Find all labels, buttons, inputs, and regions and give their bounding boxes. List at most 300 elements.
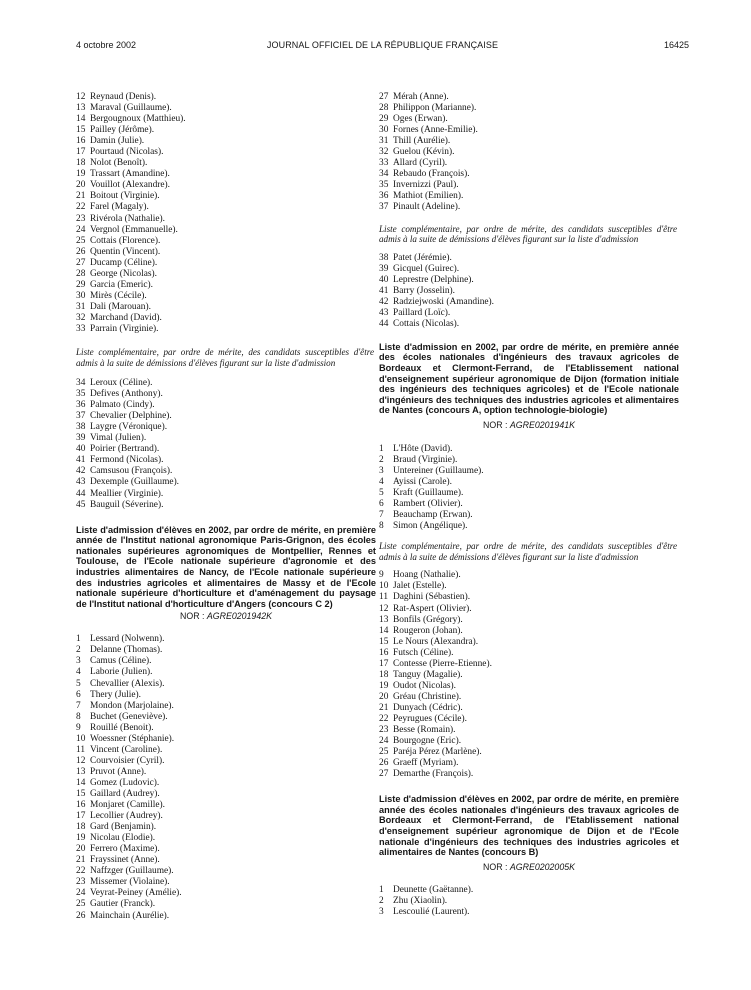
rank-number: 14 (379, 625, 389, 636)
rank-number: 7 (76, 700, 81, 711)
rank-number: 42 (379, 296, 389, 307)
candidate-name: Missemer (Violaine). (90, 877, 170, 888)
admission-list-concours-b (379, 885, 679, 918)
list-item (379, 286, 679, 297)
rank-number: 20 (76, 180, 86, 191)
list-item (76, 756, 376, 767)
rank-number: 29 (379, 114, 389, 125)
candidate-name: Defives (Anthony). (90, 389, 163, 400)
list-item (379, 725, 679, 736)
rank-number: 3 (379, 466, 384, 477)
candidate-name: Buchet (Geneviève). (90, 711, 168, 722)
candidate-name: Contesse (Pierre-Etienne). (393, 658, 492, 669)
candidate-name: Delanne (Thomas). (90, 645, 163, 656)
nor-reference (379, 862, 679, 872)
list-item (76, 712, 376, 723)
page-number: 16425 (663, 40, 689, 50)
rank-number: 9 (76, 722, 81, 733)
list-item (379, 681, 679, 692)
candidate-name: Camus (Céline). (90, 656, 152, 667)
list-item (379, 444, 679, 455)
candidate-name: Gard (Benjamin). (90, 822, 157, 833)
candidate-name: Cottais (Nicolas). (393, 318, 460, 329)
candidate-name: Philippon (Marianne). (393, 103, 477, 114)
rank-number: 28 (379, 103, 389, 114)
rank-number: 17 (76, 811, 86, 822)
list-item (379, 202, 679, 213)
candidate-name: Paillard (Loïc). (393, 307, 451, 318)
rank-number: 2 (379, 895, 384, 906)
candidate-name: Zhu (Xiaolin). (393, 895, 448, 906)
list-item (379, 191, 679, 202)
list-item (379, 581, 679, 592)
candidate-name: Nicolau (Elodie). (90, 833, 156, 844)
list-item (379, 466, 679, 477)
candidate-name: Rat-Aspert (Olivier). (393, 603, 472, 614)
list-item (76, 899, 376, 910)
candidate-name: Deunette (Gaëtanne). (393, 884, 474, 895)
ranking-list (76, 92, 376, 335)
list-item (76, 877, 376, 888)
rank-number: 20 (379, 691, 389, 702)
complementary-list-note: Liste complémentaire, par ordre de mérite, des candidats susceptibles d'être admis à la suite de démissions d'élèves figurant sur la liste d'admission (76, 347, 374, 368)
candidate-name: Ferrero (Maxime). (90, 844, 160, 855)
rank-number: 12 (76, 755, 86, 766)
list-item (76, 313, 376, 324)
list-item (76, 269, 376, 280)
rank-number: 31 (76, 301, 86, 312)
list-item (76, 302, 376, 313)
candidate-name: Le Nours (Alexandra). (393, 636, 479, 647)
rank-number: 15 (76, 789, 86, 799)
rank-number: 44 (76, 488, 86, 499)
list-item (76, 734, 376, 745)
list-item (379, 670, 679, 681)
rank-number: 40 (379, 274, 389, 285)
nor-label: NOR : (483, 861, 508, 872)
ranking-list-continued (379, 92, 679, 214)
list-item (76, 280, 376, 291)
list-item (76, 656, 376, 667)
list-item (76, 291, 376, 302)
rank-number: 43 (379, 307, 389, 318)
rank-number: 2 (76, 645, 81, 656)
rank-number: 39 (379, 263, 389, 274)
rank-number: 30 (76, 290, 86, 301)
rank-number: 41 (76, 455, 86, 466)
list-item (379, 907, 679, 918)
rank-number: 38 (76, 422, 86, 433)
candidate-name: Leprestre (Delphine). (393, 274, 474, 285)
list-item (379, 592, 679, 603)
candidate-name: Bonfils (Grégory). (393, 614, 463, 625)
rank-number: 25 (76, 235, 86, 246)
list-item (379, 659, 679, 670)
list-item (379, 488, 679, 499)
rank-number: 27 (379, 92, 389, 102)
nor-code: AGRE0202005K (509, 861, 575, 872)
rank-number: 25 (76, 899, 86, 910)
candidate-name: Mirès (Cécile). (90, 290, 147, 301)
list-item (379, 297, 679, 308)
nor-reference (76, 611, 376, 621)
list-item (379, 125, 679, 136)
list-item (76, 191, 376, 202)
candidate-name: Gautier (Franck). (90, 899, 156, 910)
rank-number: 27 (379, 769, 389, 780)
rank-number: 24 (76, 224, 86, 235)
candidate-name: Rougeron (Johan). (393, 625, 463, 636)
rank-number: 5 (379, 488, 384, 499)
candidate-name: Mathiot (Emilien). (393, 191, 464, 202)
candidate-name: Cottais (Florence). (90, 235, 161, 246)
candidate-name: Dexemple (Guillaume). (90, 477, 180, 488)
page-header (76, 40, 689, 52)
list-item (379, 477, 679, 488)
list-item (379, 264, 679, 275)
list-item (76, 679, 376, 690)
candidate-name: Ducamp (Céline). (90, 257, 158, 268)
candidate-name: Vergnol (Emmanuelle). (90, 224, 178, 235)
rank-number: 17 (379, 658, 389, 669)
rank-number: 35 (379, 180, 389, 191)
candidate-name: Rebaudo (François). (393, 169, 470, 180)
list-item (379, 180, 679, 191)
rank-number: 26 (76, 246, 86, 257)
list-item (76, 411, 376, 422)
list-item (76, 214, 376, 225)
candidate-name: Pinault (Adeline). (393, 202, 461, 213)
candidate-name: Vouillot (Alexandre). (90, 180, 171, 191)
candidate-name: Chevallier (Alexis). (90, 678, 165, 689)
candidate-name: Quentin (Vincent). (90, 246, 161, 257)
rank-number: 1 (76, 634, 81, 645)
rank-number: 21 (76, 855, 86, 866)
complementary-list-note: Liste complémentaire, par ordre de mérite, des candidats susceptibles d'être admis à la suite de démissions d'élèves figurant sur la liste d'admission (379, 541, 677, 562)
rank-number: 18 (379, 669, 389, 680)
nor-code: AGRE0201942K (206, 611, 272, 622)
rank-number: 28 (76, 268, 86, 279)
list-item (379, 169, 679, 180)
candidate-name: Laygre (Véronique). (90, 422, 168, 433)
candidate-name: Besse (Romain). (393, 725, 456, 736)
list-item (379, 114, 679, 125)
rank-number: 13 (76, 766, 86, 777)
rank-number: 19 (76, 169, 86, 180)
admission-list-concours-a (379, 444, 679, 532)
list-item (76, 822, 376, 833)
rank-number: 8 (379, 521, 384, 532)
list-item (379, 521, 679, 532)
admission-list-c2 (76, 634, 376, 921)
list-item (76, 92, 376, 103)
candidate-name: George (Nicolas). (90, 268, 157, 279)
list-item (76, 455, 376, 466)
complementary-list-note: Liste complémentaire, par ordre de mérite, des candidats susceptibles d'être admis à la suite de démissions d'élèves figurant sur la liste d'admission (379, 223, 677, 245)
rank-number: 18 (76, 158, 86, 169)
candidate-name: Mainchain (Aurélie). (90, 910, 170, 921)
candidate-name: Allard (Cyril). (393, 158, 448, 169)
list-item (379, 692, 679, 703)
rank-number: 5 (76, 678, 81, 689)
rank-number: 15 (379, 636, 389, 647)
candidate-name: Simon (Angélique). (393, 521, 468, 532)
list-item (76, 833, 376, 844)
rank-number: 10 (379, 581, 389, 592)
candidate-name: Bourgogne (Eric). (393, 736, 462, 747)
list-item (76, 236, 376, 247)
rank-number: 26 (76, 910, 86, 921)
candidate-name: Peyrugues (Cécile). (393, 713, 467, 724)
candidate-name: Nolot (Benoît). (90, 158, 148, 169)
list-item (379, 747, 679, 758)
candidate-name: Untereiner (Guillaume). (393, 466, 484, 477)
rank-number: 8 (76, 711, 81, 722)
list-item (76, 767, 376, 778)
list-item (76, 723, 376, 734)
rank-number: 16 (76, 136, 86, 147)
candidate-name: Rambert (Olivier). (393, 499, 463, 510)
rank-number: 25 (379, 747, 389, 758)
section-heading-concours-a: Liste d'admission en 2002, par ordre de mérite, en première année des écoles nationales d'ingénieurs des travaux agricoles de Bordeaux et Clermont-Ferrand, de l'Etablissement national d'enseignement supérieur agronomique de Dijon (formation initiale des ingénieurs des techniques agricoles) et de l'Ecole nationale d'ingénieurs des techniques des industries agricoles et alimentaires de Nantes (concours A, option technologie-biologie) (379, 341, 679, 416)
candidate-name: Patet (Jérémie). (393, 252, 452, 263)
list-item (76, 169, 376, 180)
candidate-name: Chevalier (Delphine). (90, 411, 172, 422)
rank-number: 35 (76, 389, 86, 400)
candidate-name: Dali (Marouan). (90, 301, 151, 312)
rank-number: 44 (379, 318, 389, 329)
candidate-name: Paréja Pérez (Marlène). (393, 747, 482, 758)
rank-number: 7 (379, 510, 384, 521)
rank-number: 29 (76, 279, 86, 290)
list-item (76, 477, 376, 488)
candidate-name: Ayissi (Carole). (393, 477, 453, 488)
rank-number: 24 (379, 736, 389, 747)
candidate-name: Guelou (Kévin). (393, 147, 455, 158)
candidate-name: Trassart (Amandine). (90, 169, 170, 180)
candidate-name: Graeff (Myriam). (393, 758, 459, 769)
rank-number: 14 (76, 777, 86, 788)
candidate-name: Camsusou (François). (90, 466, 173, 477)
list-item (379, 455, 679, 466)
candidate-name: Leroux (Céline). (90, 378, 153, 389)
list-item (76, 888, 376, 899)
list-item (379, 703, 679, 714)
candidate-name: Laborie (Julien). (90, 667, 153, 678)
candidate-name: Barry (Josselin). (393, 285, 455, 296)
candidate-name: Bergougnoux (Matthieu). (90, 114, 186, 125)
list-item (379, 319, 679, 330)
candidate-name: Gaillard (Audrey). (90, 789, 160, 799)
list-item (379, 714, 679, 725)
list-item (379, 648, 679, 659)
list-item (76, 667, 376, 678)
candidate-name: Kraft (Guillaume). (393, 488, 464, 499)
rank-number: 16 (76, 800, 86, 811)
rank-number: 18 (76, 822, 86, 833)
list-item (76, 811, 376, 822)
list-item (379, 604, 679, 615)
candidate-name: Invernizzi (Paul). (393, 180, 459, 191)
rank-number: 3 (76, 656, 81, 667)
rank-number: 13 (76, 103, 86, 114)
candidate-name: Maraval (Guillaume). (90, 103, 172, 114)
rank-number: 45 (76, 499, 86, 510)
rank-number: 24 (76, 888, 86, 899)
rank-number: 37 (379, 202, 389, 213)
list-item (76, 778, 376, 789)
candidate-name: Mérah (Anne). (393, 92, 449, 102)
candidate-name: Rouillé (Benoit). (90, 722, 154, 733)
rank-number: 21 (379, 702, 389, 713)
list-item (76, 745, 376, 756)
rank-number: 17 (76, 147, 86, 158)
candidate-name: Boitout (Virginie). (90, 191, 160, 202)
candidate-name: Oudot (Nicolas). (393, 680, 457, 691)
candidate-name: Pruvot (Anne). (90, 766, 147, 777)
list-item (76, 202, 376, 213)
rank-number: 12 (76, 92, 86, 102)
list-item (379, 637, 679, 648)
list-item (76, 180, 376, 191)
candidate-name: Daghini (Sébastien). (393, 592, 471, 603)
list-item (76, 114, 376, 125)
rank-number: 15 (76, 125, 86, 136)
list-item (76, 258, 376, 269)
rank-number: 16 (379, 647, 389, 658)
list-item (379, 147, 679, 158)
list-item (76, 855, 376, 866)
candidate-name: Palmato (Cindy). (90, 400, 155, 411)
right-column (379, 92, 679, 918)
candidate-name: Gréau (Christine). (393, 691, 462, 702)
rank-number: 37 (76, 411, 86, 422)
rank-number: 27 (76, 257, 86, 268)
list-item (76, 225, 376, 236)
list-item (76, 911, 376, 922)
rank-number: 12 (379, 603, 389, 614)
list-item (379, 896, 679, 907)
list-item (379, 158, 679, 169)
candidate-name: Mondon (Marjolaine). (90, 700, 174, 711)
list-item (76, 500, 376, 511)
list-item (76, 844, 376, 855)
candidate-name: Lecollier (Audrey). (90, 811, 163, 822)
rank-number: 1 (379, 444, 384, 454)
nor-label: NOR : (483, 420, 508, 430)
candidate-name: Dunyach (Cédric). (393, 702, 463, 713)
candidate-name: Jalet (Estelle). (393, 581, 447, 592)
rank-number: 10 (76, 733, 86, 744)
rank-number: 43 (76, 477, 86, 488)
list-item (76, 433, 376, 444)
list-item (379, 308, 679, 319)
list-item (379, 570, 679, 581)
candidate-name: Woessner (Stéphanie). (90, 733, 175, 744)
rank-number: 41 (379, 285, 389, 296)
candidate-name: Rivérola (Nathalie). (90, 213, 165, 224)
candidate-name: Lescoulié (Laurent). (393, 906, 470, 917)
rank-number: 23 (379, 725, 389, 736)
candidate-name: Poirier (Bertrand). (90, 444, 160, 455)
rank-number: 19 (76, 833, 86, 844)
candidate-name: Parrain (Virginie). (90, 323, 159, 334)
candidate-name: Radziejwoski (Amandine). (393, 296, 495, 307)
list-item (76, 645, 376, 656)
list-item (76, 789, 376, 800)
list-item (379, 136, 679, 147)
candidate-name: Beauchamp (Erwan). (393, 510, 473, 521)
rank-number: 23 (76, 213, 86, 224)
list-item (76, 103, 376, 114)
list-item (379, 253, 679, 264)
section-heading-concours-b: Liste d'admission d'élèves en 2002, par ordre de mérite, en première année des écoles nationales d'ingénieurs des travaux agricoles de Bordeaux et Clermont-Ferrand, de l'Etablissement national d'enseignement supérieur agronomique de Dijon et de l'Ecole nationale d'ingénieurs des techniques des industries agricoles et alimentaires de Nantes (concours B) (379, 794, 679, 858)
list-item (76, 247, 376, 258)
complementary-ranking-list (379, 253, 679, 330)
section-heading-c2: Liste d'admission d'élèves en 2002, par ordre de mérite, en première année de l'Institut national agronomique Paris-Grignon, des écoles nationales supérieures agronomiques de Montpellier, Rennes et Toulouse, de l'Ecole nationale supérieure d'agronomie et des industries alimentaires de Nancy, de l'Ecole nationale supérieure des industries agricoles et alimentaires de Massy et de l'Ecole nationale supérieure d'horticulture et d'aménagement du paysage de l'Institut national d'horticulture d'Angers (concours C 2) (76, 524, 376, 609)
list-item (379, 92, 679, 103)
candidate-name: Demarthe (François). (393, 769, 474, 780)
list-item (76, 400, 376, 411)
rank-number: 14 (76, 114, 86, 125)
list-item (379, 103, 679, 114)
nor-reference (379, 420, 679, 430)
list-item (76, 466, 376, 477)
candidate-name: Tanguy (Magalie). (393, 669, 463, 680)
rank-number: 36 (76, 400, 86, 411)
rank-number: 22 (379, 713, 389, 724)
candidate-name: Farel (Magaly). (90, 202, 149, 213)
list-item (76, 690, 376, 701)
candidate-name: Futsch (Céline). (393, 647, 454, 658)
rank-number: 4 (379, 477, 384, 488)
list-item (379, 275, 679, 286)
list-item (76, 489, 376, 500)
candidate-name: Marchand (David). (90, 312, 162, 323)
rank-number: 9 (379, 570, 384, 581)
rank-number: 21 (76, 191, 86, 202)
rank-number: 26 (379, 758, 389, 769)
rank-number: 6 (76, 689, 81, 700)
list-item (379, 758, 679, 769)
rank-number: 34 (76, 378, 86, 389)
rank-number: 39 (76, 433, 86, 444)
rank-number: 32 (379, 147, 389, 158)
rank-number: 22 (76, 202, 86, 213)
nor-code: AGRE0201941K (509, 420, 575, 430)
journal-title: JOURNAL OFFICIEL DE LA RÉPUBLIQUE FRANÇAISE (266, 40, 499, 50)
list-item (379, 626, 679, 637)
rank-number: 6 (379, 499, 384, 510)
candidate-name: Courvoisier (Cyril). (90, 755, 165, 766)
candidate-name: Garcia (Emeric). (90, 279, 153, 290)
candidate-name: Hoang (Nathalie). (393, 570, 461, 581)
rank-number: 42 (76, 466, 86, 477)
candidate-name: Frayssinet (Anne). (90, 855, 160, 866)
rank-number: 4 (76, 667, 81, 678)
list-item (379, 499, 679, 510)
candidate-name: Lessard (Nolwenn). (90, 634, 165, 645)
rank-number: 23 (76, 877, 86, 888)
list-item (76, 634, 376, 645)
candidate-name: Gicquel (Guirec). (393, 263, 460, 274)
rank-number: 40 (76, 444, 86, 455)
candidate-name: Oges (Erwan). (393, 114, 448, 125)
rank-number: 36 (379, 191, 389, 202)
rank-number: 32 (76, 312, 86, 323)
list-item (76, 866, 376, 877)
candidate-name: Pourtaud (Nicolas). (90, 147, 164, 158)
